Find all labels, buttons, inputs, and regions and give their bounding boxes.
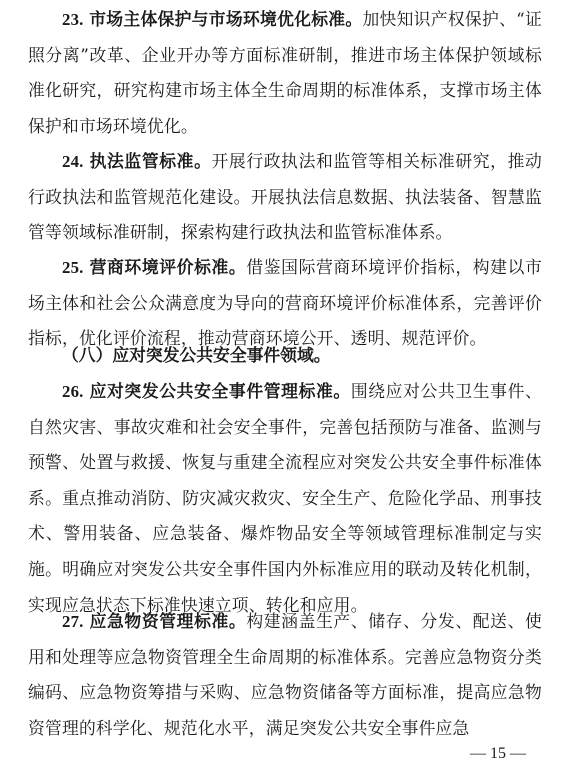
paragraph-body: 开展行政执法和监管等相关标准研究，推动行政执法和监管规范化建设。开展执法信息数据、执法装备、智慧监管等领域标准研制，探索构建行政执法和监管标准体系。 bbox=[28, 151, 542, 243]
paragraph-24 bbox=[28, 144, 542, 251]
paragraph-26 bbox=[28, 374, 542, 623]
paragraph-body: 加快知识产权保护、“证照分离”改革、企业开办等方面标准研制，推进市场主体保护领域标准化研究，研究构建市场主体全生命周期的标准体系，支撑市场主体保护和市场环境优化。 bbox=[28, 9, 543, 136]
paragraph-body: 借鉴国际营商环境评价指标，构建以市场主体和社会公众满意度为导向的营商环境评价标准体系，完善评价指标，优化评价流程，推动营商环境公开、透明、规范评价。 bbox=[28, 257, 542, 349]
paragraph-heading: 应急物资管理标准。 bbox=[89, 611, 247, 631]
paragraph-number: 26. bbox=[62, 382, 84, 401]
paragraph-body: 围绕应对公共卫生事件、自然灾害、事故灾难和社会安全事件，完善包括预防与准备、监测与预警、处置与救援、恢复与重建全流程应对突发公共安全事件标准体系。重点推动消防、防灾减灾救灾、安全生产、危险化学品、刑事技术、警用装备、应急装备、爆炸物品安全等领域管理标准制定与实施。明确应对突发公共安全事件国内外标准应用的联动及转化机制，实现应急状态下标准快速立项、转化和应用。 bbox=[28, 381, 542, 615]
paragraph-heading: 市场主体保护与市场环境优化标准。 bbox=[89, 9, 363, 29]
paragraph-heading: 执法监管标准。 bbox=[89, 151, 212, 171]
paragraph-body: 构建涵盖生产、储存、分发、配送、使用和处理等应急物资管理全生命周期的标准体系。完善应急物资分类编码、应急物资筹措与采购、应急物资储备等方面标准，提高应急物资管理的科学化、规范化水平，满足突发公共安全事件应急 bbox=[28, 611, 542, 738]
paragraph-number: 24. bbox=[62, 152, 84, 171]
section-heading: （八）应对突发公共安全事件领域。 bbox=[62, 345, 331, 365]
paragraph-number: 23. bbox=[62, 10, 84, 29]
paragraph-number: 25. bbox=[62, 258, 84, 277]
paragraph-heading: 应对突发公共安全事件管理标准。 bbox=[89, 381, 351, 401]
page-number: — 15 — bbox=[470, 745, 526, 762]
paragraph-23 bbox=[28, 2, 542, 144]
paragraph-heading: 营商环境评价标准。 bbox=[89, 257, 247, 277]
paragraph-27 bbox=[28, 604, 542, 746]
paragraph-number: 27. bbox=[62, 612, 84, 631]
